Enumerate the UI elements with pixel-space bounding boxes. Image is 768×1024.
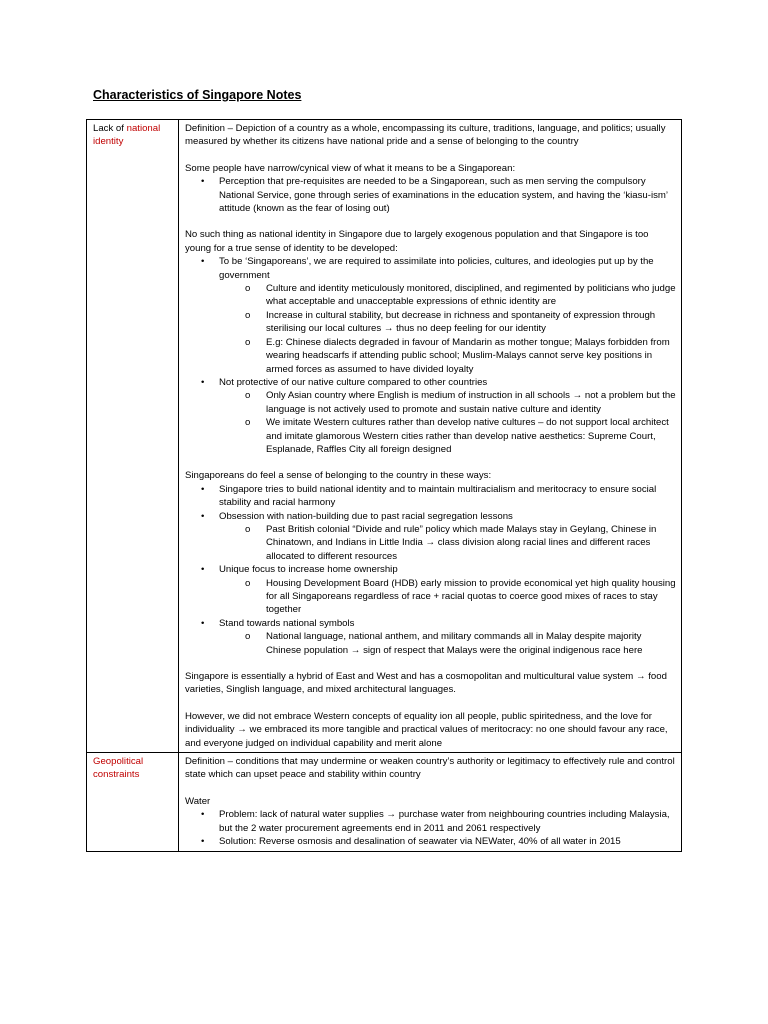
sub-bullet-item: o E.g: Chinese dialects degraded in favour of Mandarin as mother tongue; Malays forbidden from wearing headscarfs if attending public school; Muslim-Malays cannot serve key positions in armed forces as assumed to have divided loyalty — [185, 336, 676, 376]
section-intro: Water — [185, 795, 211, 807]
paragraph: However, we did not embrace Western concepts of equality ion all people, public spiritedness, and the love for individuality → we embraced its more tangible and practical values of meritocracy: no one should favour any race, and everyone judged on individual capability and merit alone — [185, 710, 668, 749]
bullet-item: • Solution: Reverse osmosis and desalination of seawater via NEWater, 40% of all water in 2015 — [185, 835, 676, 848]
bullet-item: • Not protective of our native culture compared to other countries — [185, 376, 676, 389]
sub-bullet-item: o Housing Development Board (HDB) early mission to provide economical yet high quality housing for all Singaporeans regardless of race + racial quotas to coerce good mixes of races to stay together — [185, 577, 676, 617]
row-label-cell — [87, 120, 179, 753]
bullet-item: • Unique focus to increase home ownership — [185, 563, 676, 576]
bullet-item: • Obsession with nation-building due to past racial segregation lessons — [185, 510, 676, 523]
bullet-item: • Perception that pre-requisites are needed to be a Singaporean, such as men serving the compulsory National Service, gone through series of examinations in the education system, and having the ‘kiasu-ism’ attitude (known as the fear of losing out) — [185, 175, 676, 215]
row-label-highlight: Geopolitical constraints — [93, 756, 144, 781]
definition-text: Definition – conditions that may undermine or weaken country’s authority or legitimacy to effectively rule and control state which can upset peace and stability within country — [185, 756, 675, 781]
row-content-cell — [179, 120, 682, 753]
section-intro: Singaporeans do feel a sense of belonging to the country in these ways: — [185, 470, 492, 482]
row-label-highlight: national identity — [93, 123, 161, 148]
page-title: Characteristics of Singapore Notes — [93, 88, 302, 102]
definition-text: Definition – Depiction of a country as a whole, encompassing its culture, traditions, language, and politics; usually measured by whether its citizens have national pride and a sense of belonging to the country — [185, 123, 666, 148]
sub-bullet-item: o National language, national anthem, and military commands all in Malay despite majority Chinese population → sign of respect that Malays were the original indigenous race here — [185, 630, 676, 657]
table-row — [87, 753, 682, 851]
sub-bullet-item: o Past British colonial “Divide and rule” policy which made Malays stay in Geylang, Chinese in Chinatown, and Indians in Little India → class division along racial lines and different races allocated to different resources — [185, 523, 676, 563]
sub-bullet-item: o We imitate Western cultures rather than develop native cultures – do not support local architect and imitate glamorous Western cities rather than develop native aesthetics: Supreme Court, Esplanade, Raffles City all foreign designed — [185, 416, 676, 456]
bullet-item: • To be ‘Singaporeans’, we are required to assimilate into policies, cultures, and ideologies put up by the government — [185, 255, 676, 282]
section-intro: Some people have narrow/cynical view of what it means to be a Singaporean: — [185, 162, 516, 174]
section-intro: No such thing as national identity in Singapore due to largely exogenous population and that Singapore is too young for a true sense of identity to be developed: — [185, 229, 649, 254]
bullet-item: • Stand towards national symbols — [185, 617, 676, 630]
row-label-cell — [87, 753, 179, 851]
row-label-prefix: Lack of — [93, 123, 127, 134]
notes-table — [86, 119, 682, 852]
table-row — [87, 120, 682, 753]
bullet-item: • Singapore tries to build national identity and to maintain multiracialism and meritocracy to ensure social stability and racial harmony — [185, 483, 676, 510]
bullet-item: • Problem: lack of natural water supplies → purchase water from neighbouring countries including Malaysia, but the 2 water procurement agreements end in 2011 and 2061 respectively — [185, 808, 676, 835]
row-content-cell — [179, 753, 682, 851]
sub-bullet-item: o Only Asian country where English is medium of instruction in all schools → not a problem but the language is not actively used to promote and sustain native culture and identity — [185, 389, 676, 416]
paragraph: Singapore is essentially a hybrid of East and West and has a cosmopolitan and multicultural value system → food varieties, Singlish language, and mixed architectural languages. — [185, 671, 667, 696]
sub-bullet-item: o Increase in cultural stability, but decrease in richness and spontaneity of expression through sterilising our local cultures → thus no deep feeling for our identity — [185, 309, 676, 336]
sub-bullet-item: o Culture and identity meticulously monitored, disciplined, and regimented by politicians who judge what acceptable and unacceptable expressions of ethnic identity are — [185, 282, 676, 309]
